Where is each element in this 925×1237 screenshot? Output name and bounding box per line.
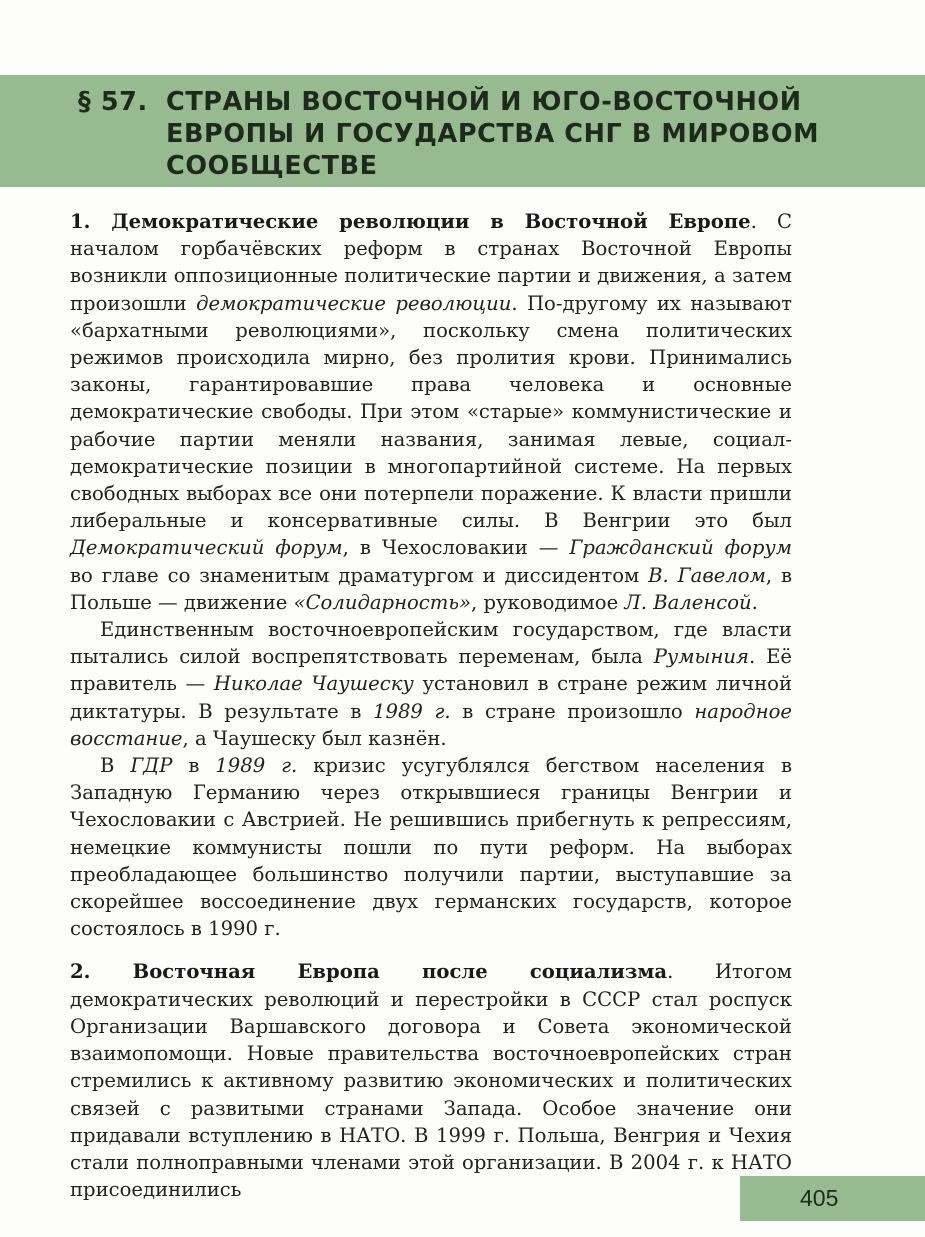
section-2-paragraph-1 <box>70 958 792 1203</box>
text-run: , в Польше — движение <box>70 563 792 614</box>
text-run: , в Чехословакии — <box>342 536 570 560</box>
text-run: установил в стране режим личной диктатуры. В результате в <box>70 672 793 723</box>
emphasis-term: «Солидарность» <box>293 590 472 614</box>
text-run: В <box>100 754 131 778</box>
emphasis-term: народное восстание <box>70 699 792 750</box>
chapter-title <box>78 86 898 182</box>
text-run: Единственным восточноевропейским государством, где власти пытались силой воспрепятствовать переменам, была <box>70 618 792 669</box>
text-run: . По-другому их называют «бархатными революциями», поскольку смена политических режимов происходила мирно, без пролития крови. Принимались законы, гарантировавшие права человека и основные демократические свободы. При этом «старые» коммунистические и рабочие партии меняли названия, занимая левые, социал-демократические позиции в многопартийной системе. На первых свободных выборах все они потерпели поражение. К власти пришли либеральные и консервативные силы. В Венгрии это был <box>70 291 792 533</box>
section-1-paragraph-2 <box>70 616 792 752</box>
text-run: в <box>172 754 216 778</box>
text-run: . Её правитель — <box>70 645 793 696</box>
text-run: . <box>751 590 758 614</box>
chapter-title-text-1: СТРАНЫ ВОСТОЧНОЙ И ЮГО-ВОСТОЧНОЙ <box>166 87 802 117</box>
chapter-title-line-1 <box>78 86 898 118</box>
emphasis-term: Л. Валенсой <box>624 590 752 614</box>
emphasis-term: 1989 г. <box>215 754 298 778</box>
chapter-title-line-2: ЕВРОПЫ И ГОСУДАРСТВА СНГ В МИРОВОМ <box>166 119 820 149</box>
chapter-title-line-3: СООБЩЕСТВЕ <box>166 151 378 181</box>
emphasis-term: 1989 г. <box>373 699 451 723</box>
emphasis-term: ГДР <box>130 754 173 778</box>
emphasis-term: Николае Чаушеску <box>213 672 414 696</box>
section-1-heading: 1. Демократические революции в Восточной Европе <box>70 210 751 233</box>
emphasis-term: демократические революции <box>196 291 512 315</box>
body-text <box>70 208 792 1203</box>
emphasis-term: Румыния <box>653 645 749 669</box>
page-number: 405 <box>800 1185 839 1211</box>
section-gap <box>70 942 792 958</box>
text-run: в стране произошло <box>450 699 695 723</box>
section-2-heading: 2. Восточная Европа после социализма <box>70 960 668 984</box>
section-1-paragraph-3 <box>70 752 792 942</box>
text-run: , а Чаушеску был казнён. <box>182 726 447 750</box>
text-run: во главе со знаменитым драматургом и диссидентом <box>70 563 649 587</box>
emphasis-term: Демократический форум <box>70 536 343 560</box>
text-run: . Итогом демократических революций и перестройки в СССР стал роспуск Организации Варшавского договора и Совета экономической взаимопомощи. Новые правительства восточноевропейских стран стремились к активному развитию экономических и политических связей с развитыми странами Запада. Особое значение они придавали вступлению в НАТО. В 1999 г. Польша, Венгрия и Чехия стали полноправными членами этой организации. В 2004 г. к НАТО присоединились <box>70 960 792 1202</box>
paragraph-number: § 57. <box>78 87 148 117</box>
emphasis-term: В. Гавелом <box>648 563 766 587</box>
text-run: кризис усугублялся бегством населения в Западную Германию через открывшиеся границы Венгрии и Чехословакии с Австрией. Не решившись прибегнуть к репрессиям, немецкие коммунисты пошли по пути реформ. На выборах преобладающее большинство получили партии, выступавшие за скорейшее воссоединение двух германских государств, которое состоялось в 1990 г. <box>70 754 792 941</box>
section-1-paragraph-1 <box>70 208 792 616</box>
text-run: , руководимое <box>471 590 625 614</box>
emphasis-term: Гражданский форум <box>569 536 793 560</box>
text-run: . С началом горбачёвских реформ в странах Восточной Европы возникли оппозиционные политические партии и движения, а затем произошли <box>70 210 792 315</box>
